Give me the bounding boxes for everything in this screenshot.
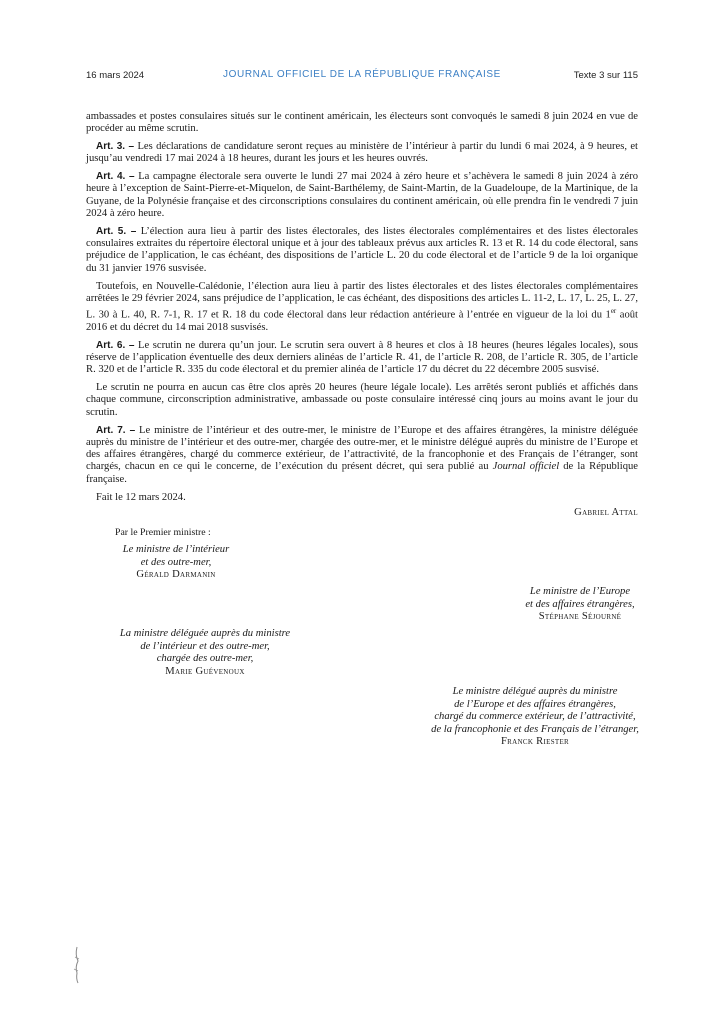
europe-name: Stéphane Séjourné (538, 611, 622, 623)
article-5b-text-a: Toutefois, en Nouvelle-Calédonie, l’élection aura lieu à partir des listes électorales et des listes électorales complémentaires arrêtées le 29 février 2024, sans préjudice de l’application, le cas échéant, des dispositions des articles L. 11-2, L. 17, L. 25, L. 27, L. 30 à L. 40, R. 7-1, R. 17 et R. 18 du code électoral dans leur rédaction antérieure à l’entrée en vigueur de la loi du 1 (86, 280, 638, 321)
article-4-text: La campagne électorale sera ouverte le lundi 27 mai 2024 à zéro heure et s’achèvera le samedi 8 juin 2024 à zéro heure à l’exception de Saint-Pierre-et-Miquelon, de Saint-Barthélemy, de Saint-Martin, de la Guadeloupe, de la Martinique, de la Guyane, de la Polynésie française et des circonscriptions consulaires du continent américain, où elle prendra fin le vendredi 7 juin 2024 à zéro heure. (86, 171, 638, 220)
superscript-er: er (610, 307, 617, 316)
journal-officiel-ref: Journal officiel (492, 461, 560, 473)
signature-europe (480, 586, 680, 624)
europe-title-l1: Le ministre de l’Europe (529, 586, 631, 597)
par-le-premier-ministre: Par le Premier ministre : (115, 527, 211, 538)
signature-interieur (86, 544, 266, 582)
interieur-name: Gérald Darmanin (136, 569, 216, 581)
journal-title: JOURNAL OFFICIEL DE LA RÉPUBLIQUE FRANÇAISE (223, 69, 501, 80)
signature-outre-mer (80, 628, 330, 678)
interieur-title-l1: Le ministre de l’intérieur (122, 544, 230, 555)
pm-signature: Gabriel Attal (574, 507, 638, 518)
signature-commerce (400, 686, 670, 749)
om-title-l1: La ministre déléguée auprès du ministre (119, 628, 291, 639)
paragraph-continuation: ambassades et postes consulaires situés sur le continent américain, les électeurs sont convoqués le samedi 8 juin 2024 en vue de procéder au même scrutin. (86, 111, 638, 135)
article-4-label: Art. 4. – (96, 171, 135, 183)
article-5 (86, 226, 638, 275)
article-7-text-a: Le ministre de l’intérieur et des outre-mer, le ministre de l’Europe et des affaires étrangères, la ministre déléguée auprès du ministre de l’intérieur et des outre-mer, chargée des outre-mer, et le ministre délégué auprès du ministre de l’Europe et des affaires étrangères, chargé du commerce extérieur, de l’attractivité, de la francophonie et des Français de l’étranger, sont chargés, chacun en ce qui le concerne, de l’exécution du présent décret, qui sera publié au (86, 424, 638, 473)
article-7-text-b: de la République française. (86, 461, 638, 485)
com-name: Franck Riester (500, 736, 570, 748)
article-6 (86, 340, 638, 377)
europe-title-l2: et des affaires étrangères, (525, 598, 635, 610)
article-7-label: Art. 7. – (96, 424, 136, 436)
page-indicator: Texte 3 sur 115 (573, 70, 638, 81)
article-5-text: L’élection aura lieu à partir des listes électorales, des listes électorales complémentaires et des listes électorales consulaires extraites du répertoire électoral unique et à jour des tableaux prévus aux articles R. 13 et R. 14 du code électoral, sans préjudice de l’application, le cas échéant, des dispositions de l’article L. 20 du code électoral et de l’article 9 de la loi organique du 31 janvier 1976 susvisée. (86, 225, 638, 274)
scan-mark-icon (72, 945, 82, 985)
article-3-text: Les déclarations de candidature seront reçues au ministère de l’intérieur à partir du lundi 6 mai 2024, à 9 heures, et jusqu’au vendredi 17 mai 2024 à 18 heures, durant les jours et les heures ouvrés. (86, 141, 638, 165)
header-date: 16 mars 2024 (86, 70, 145, 81)
article-6-text: Le scrutin ne durera qu’un jour. Le scrutin sera ouvert à 8 heures et clos à 18 heures (heures légales locales), sous réserve de l’application éventuelle des deux derniers alinéas de l’article R. 41, de l’article R. 208, de l’article R. 305, de l’article R. 320 et de l’article R. 335 du code électoral et du premier alinéa de l’article 17 du décret du 22 décembre 2005 susvisé. (86, 339, 639, 376)
article-4 (86, 171, 638, 220)
om-title-l3: chargée des outre-mer, (156, 653, 254, 665)
om-name: Marie Guévenoux (165, 665, 245, 677)
com-title-l1: Le ministre délégué auprès du ministre (452, 686, 618, 697)
article-6-paragraph-2: Le scrutin ne pourra en aucun cas être clos après 20 heures (heure légale locale). Les arrêtés seront publiés et affichés dans chaque commune, circonscription administrative, ambassade ou poste consulaire intéressé cinq jours au moins avant le jour du scrutin. (86, 382, 638, 418)
om-title-l2: de l’intérieur et des outre-mer, (140, 640, 270, 652)
com-title-l2: de l’Europe et des affaires étrangères, (454, 698, 616, 710)
decree-body (86, 111, 638, 509)
article-3-label: Art. 3. – (96, 141, 135, 153)
com-title-l4: de la francophonie et des Français de l’étranger, (431, 723, 639, 735)
article-5b-text-b: août 2016 et du décret du 14 mai 2018 susvisés. (86, 309, 639, 333)
interieur-title-l2: et des outre-mer, (140, 556, 212, 568)
done-date: Fait le 12 mars 2024. (96, 491, 186, 503)
article-5-paragraph-2 (86, 281, 638, 335)
article-3 (86, 141, 638, 166)
article-7 (86, 425, 638, 486)
article-5-label: Art. 5. – (96, 225, 137, 237)
com-title-l3: chargé du commerce extérieur, de l’attractivité, (434, 711, 636, 723)
article-6-label: Art. 6. – (96, 339, 135, 351)
